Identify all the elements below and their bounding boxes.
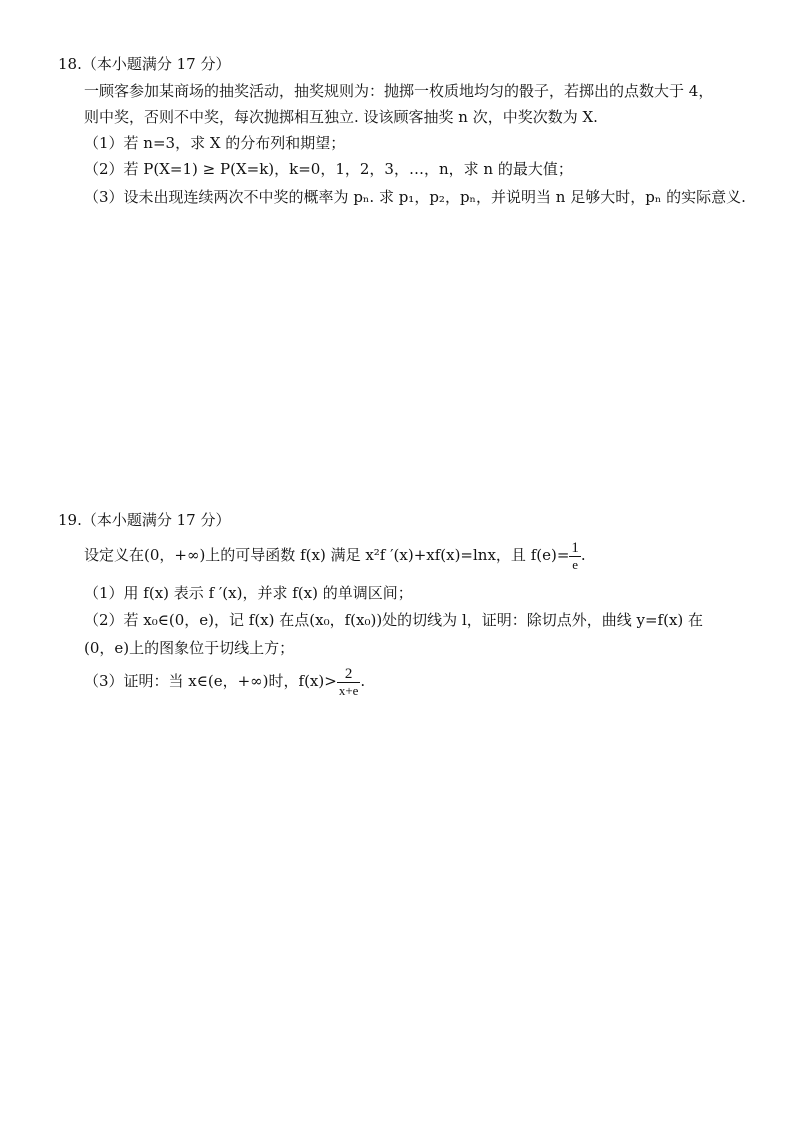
q18-part-2: （2）若 P(X=1) ≥ P(X=k)，k=0，1，2，3，…，n，求 n 的最大值； xyxy=(84,160,573,178)
fraction-numerator: 2 xyxy=(344,666,353,682)
q18-number: 18. xyxy=(58,55,82,73)
q18-stem-line-2: 则中奖，否则不中奖，每次抛掷相互独立. 设该顾客抽奖 n 次，中奖次数为 X. xyxy=(84,108,598,126)
q19-part-3-text: （3）证明：当 x∈(e，+∞)时，f(x)> xyxy=(84,672,337,690)
q19-stem-period: . xyxy=(580,546,586,564)
q19-stem-fraction xyxy=(569,540,581,572)
q19-part-1: （1）用 f(x) 表示 f ′(x)，并求 f(x) 的单调区间； xyxy=(84,584,413,602)
q19-stem xyxy=(84,540,586,572)
q19-number: 19. xyxy=(58,511,82,529)
q18-part-3: （3）设未出现连续两次不中奖的概率为 pₙ. 求 p₁，p₂，pₙ，并说明当 n 足够大时，pₙ 的实际意义. xyxy=(84,188,746,206)
q19-part-3-fraction xyxy=(337,666,361,698)
q19-score-note: （本小题满分 17 分） xyxy=(81,511,231,529)
fraction-numerator: 1 xyxy=(571,540,579,556)
q18-score-note: （本小题满分 17 分） xyxy=(81,55,231,73)
q19-title xyxy=(58,509,230,531)
q19-stem-text: 设定义在(0，+∞)上的可导函数 f(x) 满足 x²f ′(x)+xf(x)=lnx，且 f(e)= xyxy=(84,546,570,564)
fraction-denominator: x+e xyxy=(338,683,359,698)
fraction-denominator: e xyxy=(569,556,581,572)
q18-title xyxy=(58,53,230,75)
q18-stem-line-1: 一顾客参加某商场的抽奖活动，抽奖规则为：抛掷一枚质地均匀的骰子，若掷出的点数大于 4， xyxy=(84,82,714,100)
q19-part-2-line-2: (0，e)上的图象位于切线上方； xyxy=(84,639,295,657)
q19-part-3 xyxy=(84,666,365,698)
q18-part-1: （1）若 n=3，求 X 的分布列和期望； xyxy=(84,134,346,152)
q19-part-3-period: . xyxy=(360,672,366,690)
q19-part-2-line-1: （2）若 x₀∈(0，e)，记 f(x) 在点(x₀，f(x₀))处的切线为 l，证明：除切点外，曲线 y=f(x) 在 xyxy=(84,611,704,629)
